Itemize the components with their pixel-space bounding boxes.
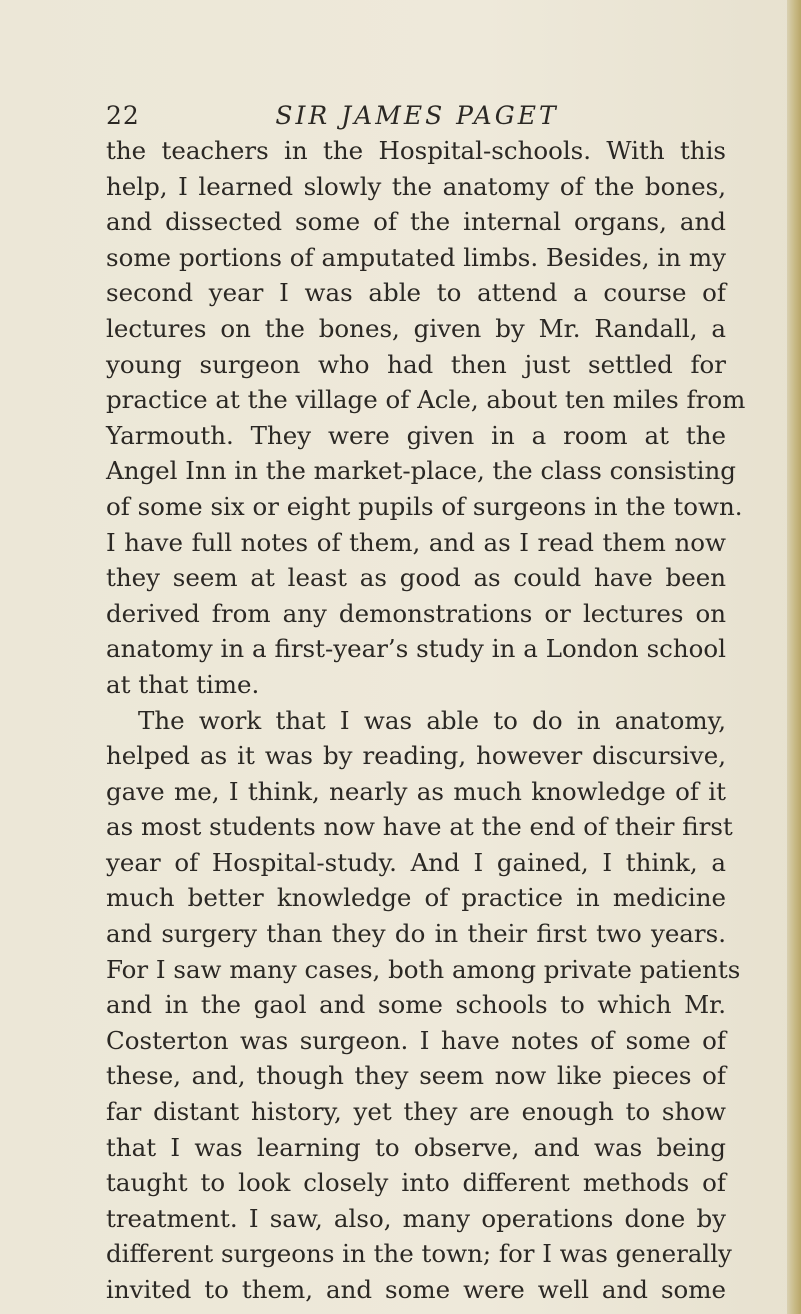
text-line: lectures on the bones, given by Mr. Randall, a <box>106 313 726 343</box>
text-line: Angel Inn in the market-place, the class consisting <box>106 456 736 486</box>
text-line: treatment. I saw, also, many operations done by <box>106 1203 726 1233</box>
text-line: anatomy in a first-year’s study in a London school <box>106 634 726 664</box>
text-line: of some six or eight pupils of surgeons in the town. <box>106 491 743 521</box>
text-line: far distant history, yet they are enough to show <box>106 1097 726 1127</box>
page-edge-shadow <box>787 0 801 1314</box>
page-header <box>106 101 712 137</box>
text-line: these, and, though they seem now like pieces of <box>106 1061 726 1091</box>
text-line: Yarmouth. They were given in a room at the <box>106 420 726 450</box>
text-line: and dissected some of the internal organs, and <box>106 207 726 237</box>
page-number: 22 <box>106 101 140 130</box>
text-line: taught to look closely into different methods of <box>106 1168 726 1198</box>
text-line: second year I was able to attend a course of <box>106 278 726 308</box>
paragraph-end-line: at that time. <box>106 669 260 699</box>
text-line: derived from any demonstrations or lectures on <box>106 598 726 628</box>
text-line: the teachers in the Hospital-schools. With this <box>106 136 726 165</box>
text-line: practice at the village of Acle, about ten miles from <box>106 385 746 415</box>
text-line: helped as it was by reading, however discursive, <box>106 741 726 771</box>
text-line: young surgeon who had then just settled for <box>106 349 726 379</box>
text-line: I have full notes of them, and as I read them now <box>106 527 726 557</box>
text-line: much better knowledge of practice in medicine <box>106 883 726 913</box>
running-title: SIR JAMES PAGET <box>275 101 559 130</box>
text-line: gave me, I think, nearly as much knowledge of it <box>106 776 726 806</box>
text-line: and surgery than they do in their first two years. <box>106 919 726 949</box>
text-line: some portions of amputated limbs. Besides, in my <box>106 242 726 272</box>
paragraph-start-line: The work that I was able to do in anatomy, <box>138 705 726 735</box>
text-line: help, I learned slowly the anatomy of the bones, <box>106 171 726 201</box>
text-line: invited to them, and some were well and some <box>106 1275 726 1304</box>
text-line: Costerton was surgeon. I have notes of some of <box>106 1025 726 1055</box>
text-line: as most students now have at the end of their first <box>106 812 733 842</box>
body-text <box>106 133 746 1308</box>
text-line: different surgeons in the town; for I was generally <box>106 1239 732 1269</box>
text-line: year of Hospital-study. And I gained, I think, a <box>106 847 726 877</box>
text-line: they seem at least as good as could have been <box>106 563 726 593</box>
text-line: For I saw many cases, both among private patients <box>106 954 741 984</box>
text-line: and in the gaol and some schools to which Mr. <box>106 990 726 1020</box>
text-line: that I was learning to observe, and was being <box>106 1132 726 1162</box>
